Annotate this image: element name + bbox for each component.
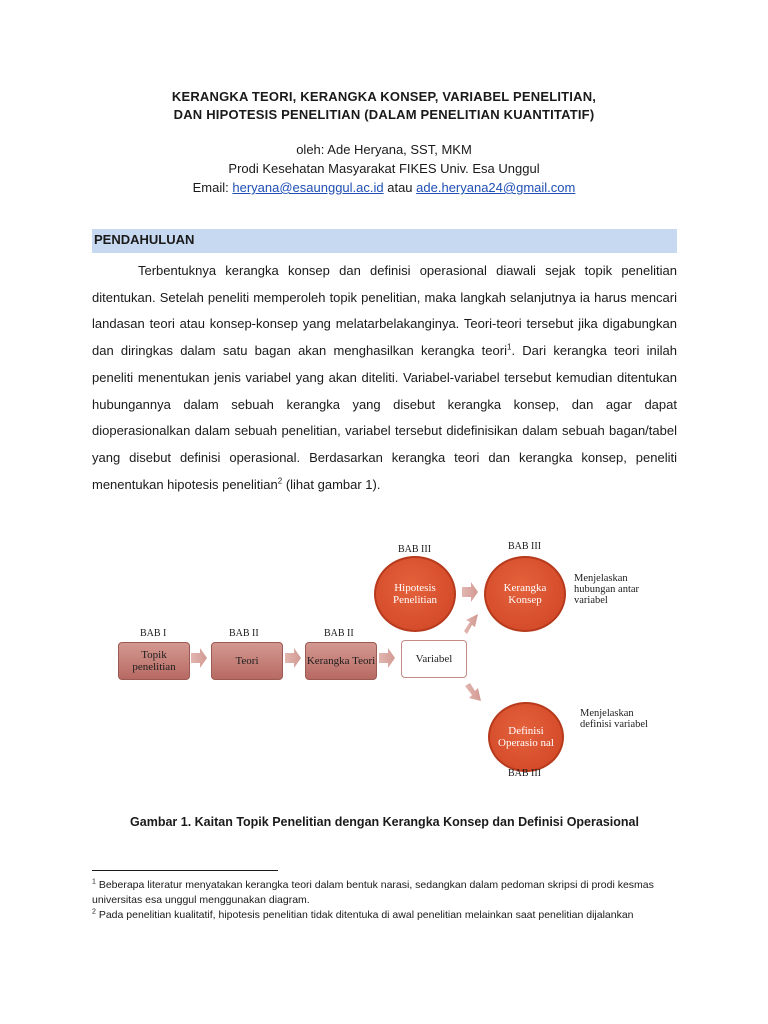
circle-kerangka-konsep: Kerangka Konsep	[484, 556, 566, 632]
author: oleh: Ade Heryana, SST, MKM	[296, 142, 472, 157]
figure-caption: Gambar 1. Kaitan Topik Penelitian dengan Kerangka Konsep dan Definisi Operasional	[130, 815, 639, 829]
figure-diagram	[92, 536, 677, 781]
email-separator: atau	[383, 180, 417, 195]
box-variabel: Variabel	[401, 640, 467, 678]
arrow-right-top	[462, 582, 478, 602]
bab-label-hipotesis: BAB III	[398, 544, 432, 555]
bab-label-definisi: BAB III	[508, 768, 542, 779]
circle-hipotesis-penelitian: Hipotesis Penelitian	[374, 556, 456, 632]
section-heading: PENDAHULUAN	[94, 232, 195, 247]
footnote-ref-1[interactable]: 1	[506, 342, 512, 352]
arrow-right-3	[379, 648, 395, 668]
arrow-right-2	[285, 648, 301, 668]
footnote-ref-2[interactable]: 2	[277, 476, 283, 486]
footnote-1-mark: 1	[92, 878, 96, 886]
note-definisi-variabel: Menjelaskan definisi variabel	[580, 708, 648, 730]
box-kerangka-teori: Kerangka Teori	[305, 642, 377, 680]
footnote-2	[92, 908, 677, 923]
paragraph-part-1: Terbentuknya kerangka konsep dan definisi operasional diawali sejak topik penelitian ditentukan. Setelah peneliti memperoleh topik penelitian, maka langkah selanjutnya ia harus mencari landasan teori atau konsep-konsep yang melatarbelakanginya. Teori-teori tersebut jika digabungkan dan diringkas dalam satu bagan akan menghasilkan kerangka teori	[92, 263, 677, 359]
affiliation: Prodi Kesehatan Masyarakat FIKES Univ. Esa Unggul	[228, 161, 540, 176]
footnote-1	[92, 878, 677, 908]
bab-label-box1: BAB I	[140, 628, 167, 639]
email-link-2[interactable]: ade.heryana24@gmail.com	[416, 180, 576, 195]
intro-paragraph	[92, 258, 677, 498]
box-teori: Teori	[211, 642, 283, 680]
footnote-1-text: Beberapa literatur menyatakan kerangka teori dalam bentuk narasi, sedangkan dalam pedoman skripsi di prodi kesmas universitas esa unggul menggunakan diagram.	[92, 879, 654, 906]
arrow-down-diagonal	[465, 683, 481, 701]
note-hubungan-antar-variabel: Menjelaskan hubungan antar variabel	[574, 573, 640, 606]
bab-label-kerangka-konsep: BAB III	[508, 541, 542, 552]
title-line-2: DAN HIPOTESIS PENELITIAN (DALAM PENELITIAN KUANTITATIF)	[173, 107, 595, 122]
paragraph-part-2: . Dari kerangka teori inilah peneliti menentukan jenis variabel yang akan diteliti. Variabel-variabel tersebut kemudian ditentukan hubungannya dalam sebuah kerangka yang disebut kerangka konsep, dan agar dapat dioperasionalkan dalam sebuah penelitian, variabel tersebut didefinisikan dalam sebuah bagan/tabel yang disebut definisi operasional. Berdasarkan kerangka teori dan kerangka konsep, peneliti menentukan hipotesis penelitian	[92, 343, 677, 492]
footnote-2-mark: 2	[92, 908, 96, 916]
bab-label-box2: BAB II	[229, 628, 259, 639]
arrow-up-diagonal	[464, 614, 478, 634]
circle-definisi-operasional: Definisi Operasio nal	[488, 702, 564, 772]
title-line-1: KERANGKA TEORI, KERANGKA KONSEP, VARIABEL PENELITIAN,	[171, 89, 597, 104]
email-line	[92, 178, 676, 197]
footnote-divider	[92, 870, 278, 871]
email-link-1[interactable]: heryana@esaunggul.ac.id	[232, 180, 384, 195]
paragraph-part-3: (lihat gambar 1).	[282, 476, 381, 492]
box-topik-penelitian: Topik penelitian	[118, 642, 190, 680]
arrow-right-1	[191, 648, 207, 668]
footnotes	[92, 878, 677, 923]
footnote-2-text: Pada penelitian kualitatif, hipotesis penelitian tidak ditentuka di awal penelitian melainkan saat penelitian dijalankan	[95, 909, 634, 921]
bab-label-box3: BAB II	[324, 628, 354, 639]
document-title	[92, 88, 676, 124]
email-prefix: Email:	[192, 180, 233, 195]
author-block	[92, 140, 676, 197]
section-heading-bar	[92, 229, 677, 253]
